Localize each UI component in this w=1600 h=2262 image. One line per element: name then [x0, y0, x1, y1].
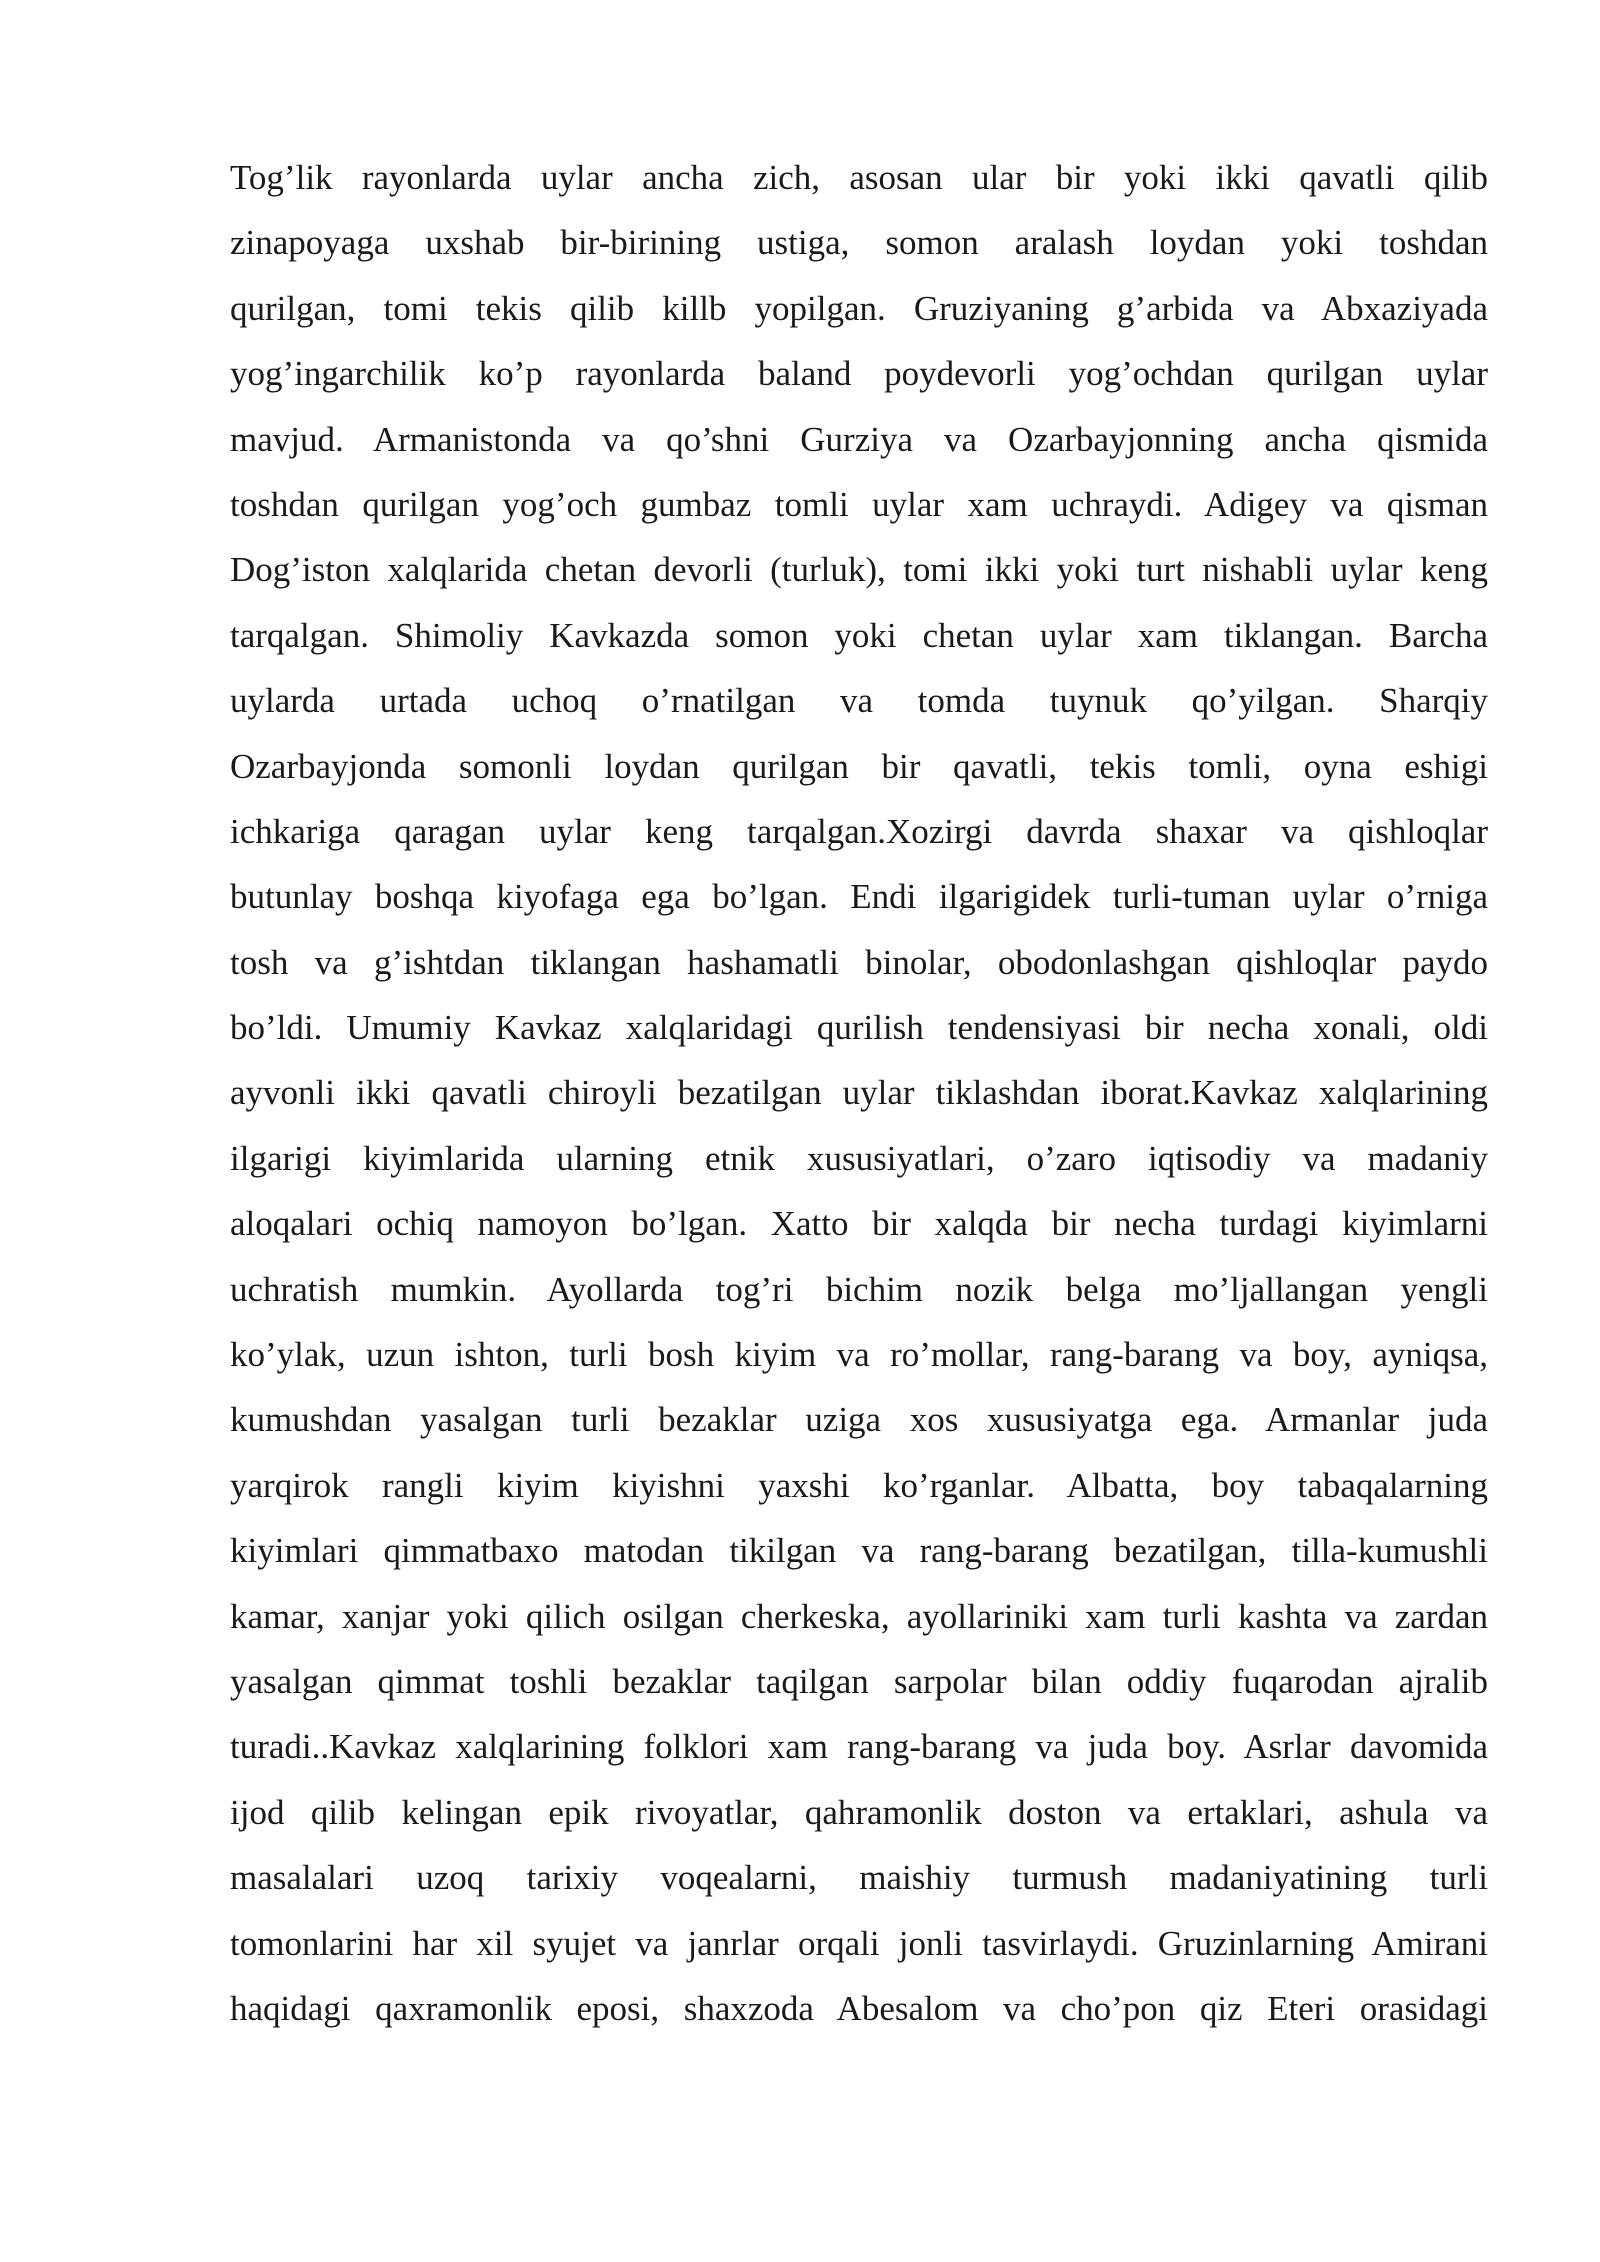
text-line-6: toshdan qurilgan yog’och gumbaz tomli uylar xam uchraydi. Adigey va qisman — [230, 484, 1488, 524]
text-line-3: qurilgan, tomi tekis qilib killb yopilgan. Gruziyaning g’arbida va Abxaziyada — [230, 288, 1488, 328]
text-line-23: kamar, xanjar yoki qilich osilgan cherkeska, ayollariniki xam turli kashta va zardan — [230, 1596, 1488, 1636]
text-line-9: uylarda urtada uchoq o’rnatilgan va tomda tuynuk qo’yilgan. Sharqiy — [230, 681, 1488, 721]
text-line-4: yog’ingarchilik ko’p rayonlarda baland poydevorli yog’ochdan qurilgan uylar — [230, 354, 1488, 394]
text-line-10: Ozarbayjonda somonli loydan qurilgan bir qavatli, tekis tomli, oyna eshigi — [230, 746, 1488, 786]
text-line-11: ichkariga qaragan uylar keng tarqalgan.Xozirgi davrda shaxar va qishloqlar — [230, 811, 1488, 851]
text-line-7: Dog’iston xalqlarida chetan devorli (turluk), tomi ikki yoki turt nishabli uylar keng — [230, 550, 1488, 590]
text-line-8: tarqalgan. Shimoliy Kavkazda somon yoki chetan uylar xam tiklangan. Barcha — [230, 615, 1488, 655]
text-line-2: zinapoyaga uxshab bir-birining ustiga, somon aralash loydan yoki toshdan — [230, 223, 1488, 263]
text-line-28: tomonlarini har xil syujet va janrlar orqali jonli tasvirlaydi. Gruzinlarning Amirani — [230, 1923, 1488, 1963]
text-line-21: yarqirok rangli kiyim kiyishni yaxshi ko’rganlar. Albatta, boy tabaqalarning — [230, 1465, 1488, 1505]
text-line-19: ko’ylak, uzun ishton, turli bosh kiyim va ro’mollar, rang-barang va boy, ayniqsa, — [230, 1335, 1488, 1375]
text-line-29: haqidagi qaxramonlik eposi, shaxzoda Abesalom va cho’pon qiz Eteri orasidagi — [230, 1988, 1488, 2028]
text-line-1: Tog’lik rayonlarda uylar ancha zich, asosan ular bir yoki ikki qavatli qilib — [230, 158, 1488, 197]
text-line-27: masalalari uzoq tarixiy voqealarni, maishiy turmush madaniyatining turli — [230, 1858, 1488, 1898]
text-line-14: bo’ldi. Umumiy Kavkaz xalqlaridagi qurilish tendensiyasi bir necha xonali, oldi — [230, 1008, 1488, 1048]
text-line-17: aloqalari ochiq namoyon bo’lgan. Xatto bir xalqda bir necha turdagi kiyimlarni — [230, 1204, 1488, 1244]
text-line-13: tosh va g’ishtdan tiklangan hashamatli binolar, obodonlashgan qishloqlar paydo — [230, 942, 1488, 982]
text-line-24: yasalgan qimmat toshli bezaklar taqilgan sarpolar bilan oddiy fuqarodan ajralib — [230, 1661, 1488, 1701]
body-paragraph — [230, 145, 1488, 2041]
text-line-22: kiyimlari qimmatbaxo matodan tikilgan va rang-barang bezatilgan, tilla-kumushli — [230, 1531, 1488, 1571]
text-line-20: kumushdan yasalgan turli bezaklar uziga xos xususiyatga ega. Armanlar juda — [230, 1400, 1488, 1440]
text-line-15: ayvonli ikki qavatli chiroyli bezatilgan uylar tiklashdan iborat.Kavkaz xalqlarining — [230, 1073, 1488, 1113]
text-line-18: uchratish mumkin. Ayollarda tog’ri bichim nozik belga mo’ljallangan yengli — [230, 1269, 1488, 1309]
text-line-16: ilgarigi kiyimlarida ularning etnik xususiyatlari, o’zaro iqtisodiy va madaniy — [230, 1138, 1488, 1178]
text-line-5: mavjud. Armanistonda va qo’shni Gurziya va Ozarbayjonning ancha qismida — [230, 419, 1488, 459]
text-line-26: ijod qilib kelingan epik rivoyatlar, qahramonlik doston va ertaklari, ashula va — [230, 1792, 1488, 1832]
text-line-25: turadi..Kavkaz xalqlarining folklori xam rang-barang va juda boy. Asrlar davomida — [230, 1727, 1488, 1767]
text-line-12: butunlay boshqa kiyofaga ega bo’lgan. Endi ilgarigidek turli-tuman uylar o’rniga — [230, 877, 1488, 917]
